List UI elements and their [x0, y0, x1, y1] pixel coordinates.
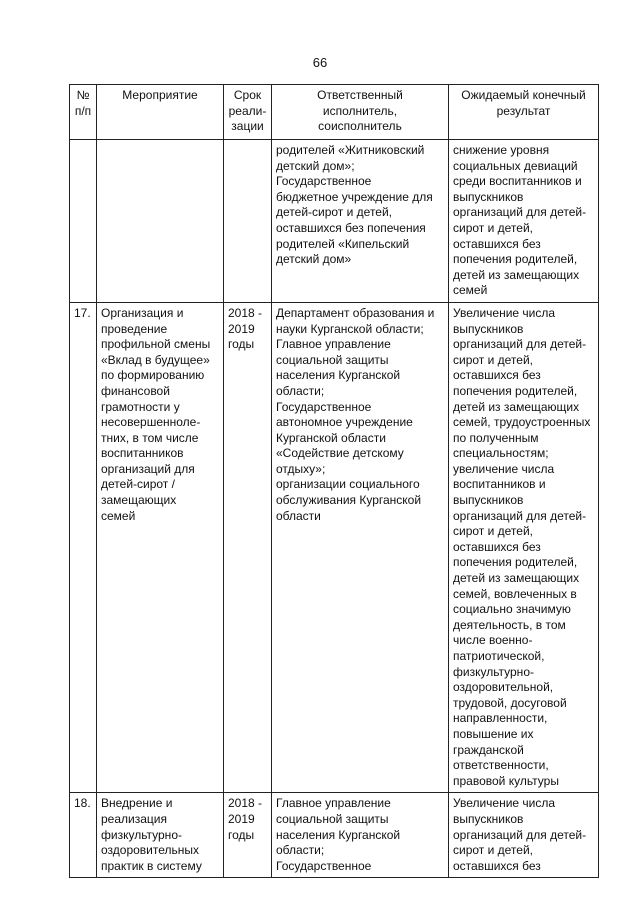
table-header-row: [70, 85, 599, 140]
table-row: [70, 793, 599, 878]
cell-result: Увеличение числа выпускников организаций для детей- сирот и детей, оставшихся без: [449, 793, 599, 878]
cell-event: Внедрение и реализация физкультурно- оздоровительных практик в систему: [97, 793, 224, 878]
cell-responsible: Главное управление социальной защиты населения Курганской области; Государственное: [272, 793, 449, 878]
cell-responsible: родителей «Житниковский детский дом»; Государственное бюджетное учреждение для детей-сирот и детей, оставшихся без попечения родителей «Кипельский детский дом»: [272, 140, 449, 303]
cell-number: 17.: [70, 302, 97, 792]
page-number: 66: [312, 55, 328, 70]
cell-event: [97, 140, 224, 303]
cell-number: [70, 140, 97, 303]
header-event: Мероприятие: [97, 85, 224, 140]
cell-term: 2018 - 2019 годы: [224, 793, 272, 878]
cell-responsible: Департамент образования и науки Курганской области; Главное управление социальной защиты населения Курганской области; Государственное автономное учреждение Курганской области «Содействие детскому отдыху»; организации социального обслуживания Курганской области: [272, 302, 449, 792]
cell-number: 18.: [70, 793, 97, 878]
cell-term: [224, 140, 272, 303]
cell-term: 2018 - 2019 годы: [224, 302, 272, 792]
cell-event: Организация и проведение профильной смены «Вклад в будущее» по формированию финансовой грамотности у несовершенноле- тних, в том числе воспитанников организаций для детей-сирот / замещающих семей: [97, 302, 224, 792]
cell-result: Увеличение числа выпускников организаций для детей- сирот и детей, оставшихся без попечения родителей, детей из замещающих семей, трудоустроенных по полученным специальностям; увеличение числа воспитанников и выпускников организаций для детей- сирот и детей, оставшихся без попечения родителей, детей из замещающих семей, вовлеченных в социально значимую деятельность, в том числе военно- патриотической, физкультурно- оздоровительной, трудовой, досуговой направленности, повышение их гражданской ответственности, правовой культуры: [449, 302, 599, 792]
header-result: Ожидаемый конечный результат: [449, 85, 599, 140]
table-row: [70, 140, 599, 303]
header-term: Срок реали- зации: [224, 85, 272, 140]
header-responsible: Ответственный исполнитель, соисполнитель: [272, 85, 449, 140]
cell-result: снижение уровня социальных девиаций среди воспитанников и выпускников организаций для детей- сирот и детей, оставшихся без попечения родителей, детей из замещающих семей: [449, 140, 599, 303]
table-row: [70, 302, 599, 792]
header-number: № п/п: [70, 85, 97, 140]
measures-table: [69, 84, 599, 878]
